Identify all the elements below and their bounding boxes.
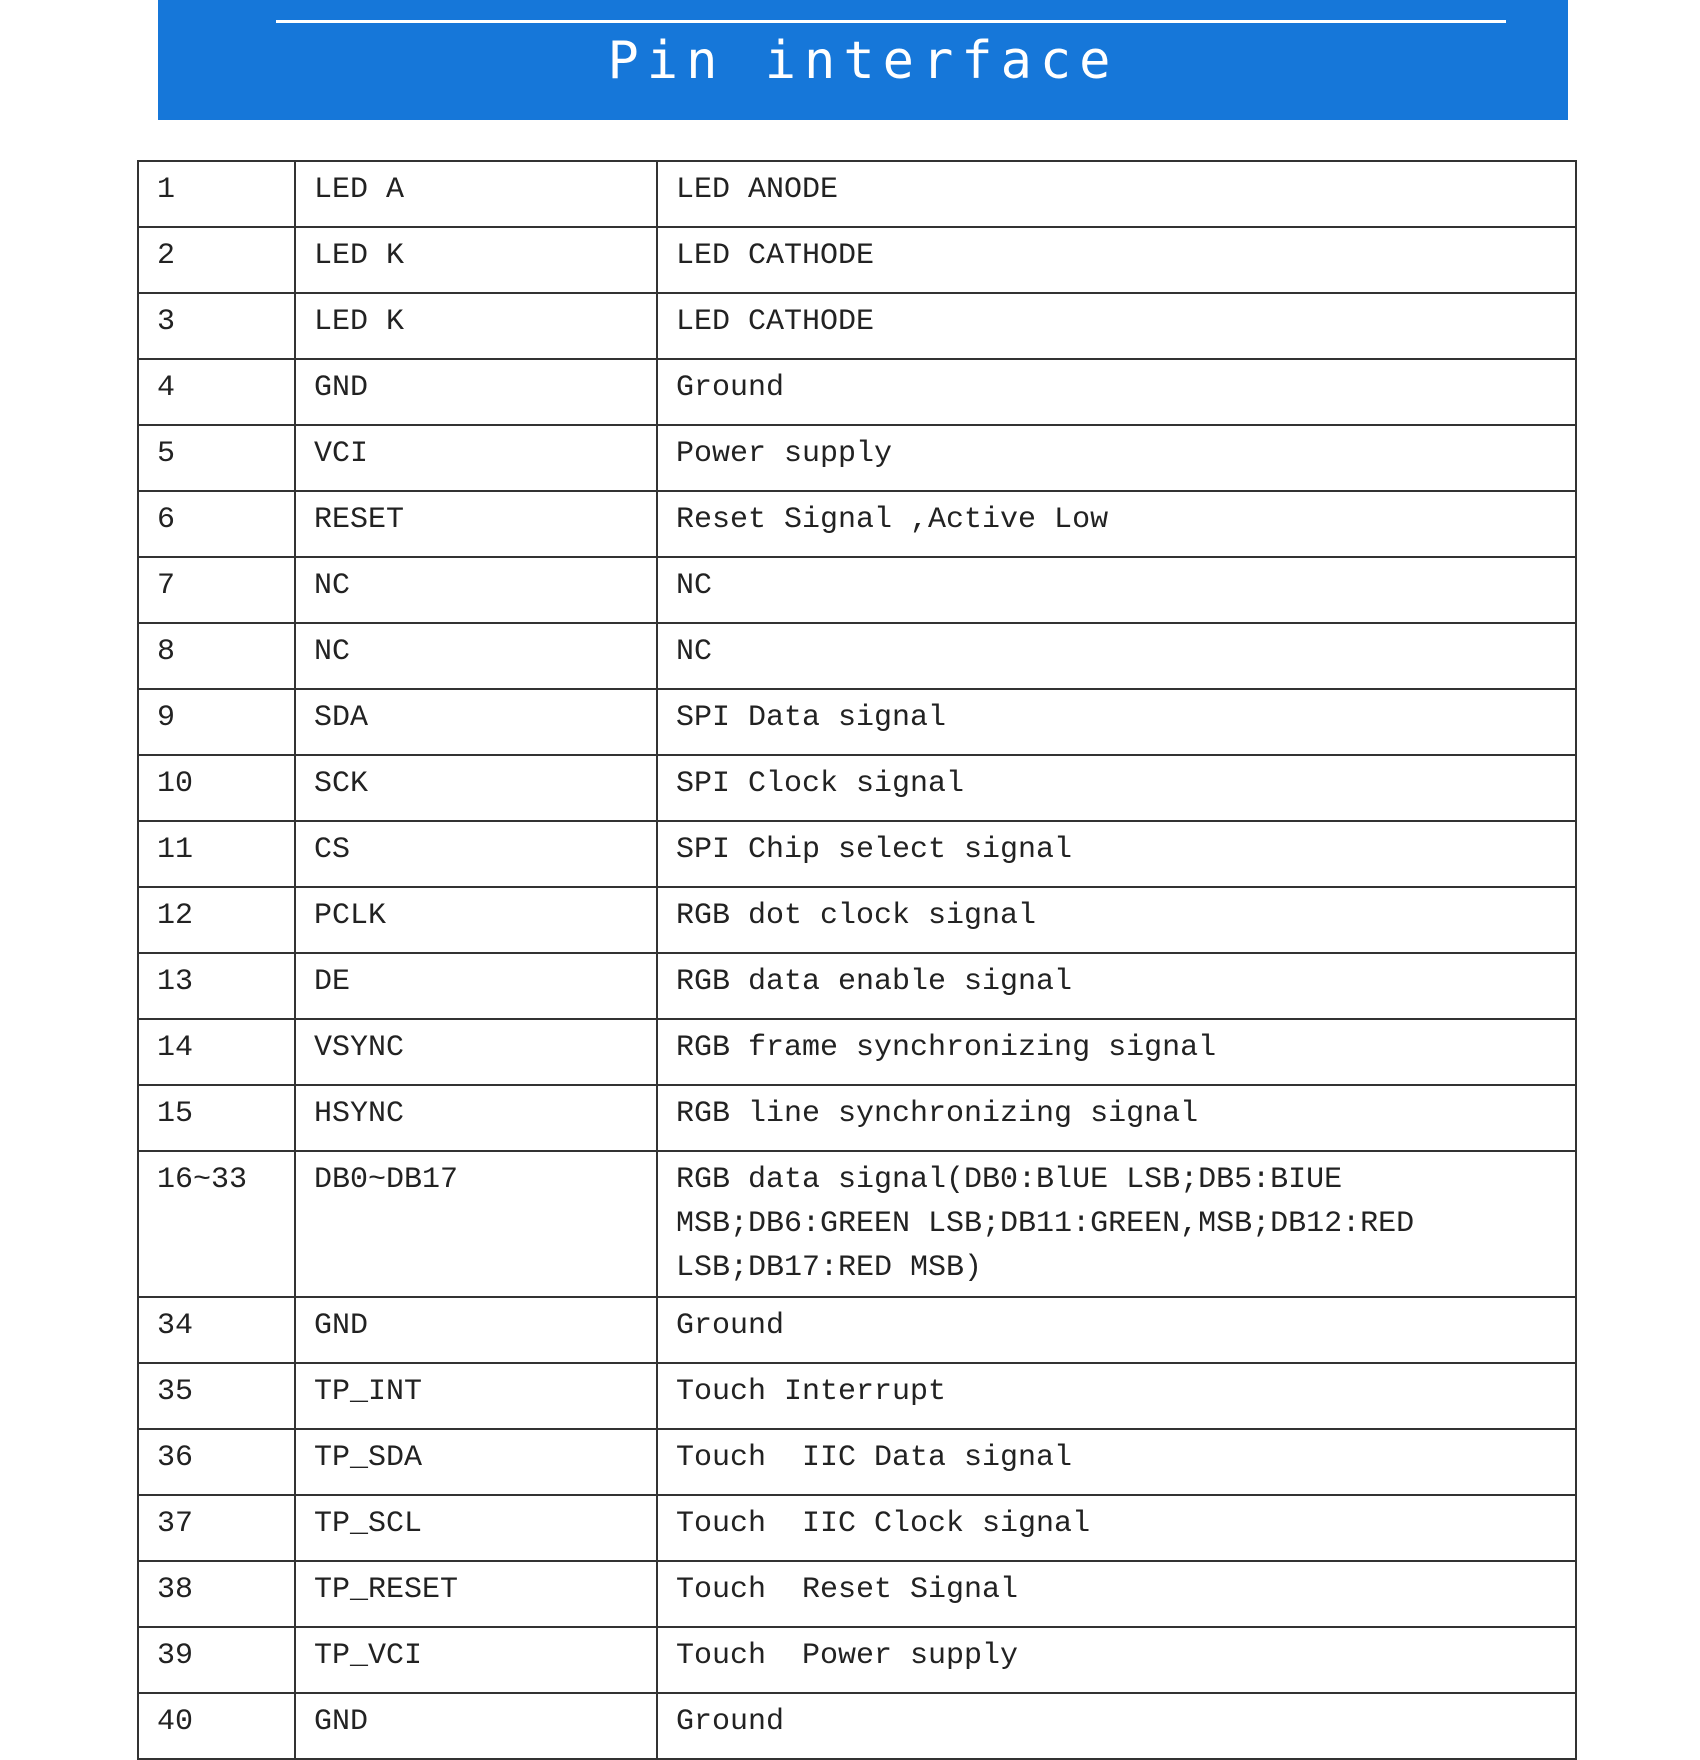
table-row: [138, 425, 1576, 491]
pin-number-cell: 6: [138, 491, 295, 557]
pin-description-cell: Touch IIC Clock signal: [657, 1495, 1576, 1561]
pin-number-cell: 39: [138, 1627, 295, 1693]
pin-number-cell: 36: [138, 1429, 295, 1495]
pin-number-cell: 16~33: [138, 1151, 295, 1297]
table-row: [138, 1429, 1576, 1495]
pin-description-cell: RGB frame synchronizing signal: [657, 1019, 1576, 1085]
table-row: [138, 1495, 1576, 1561]
table-row: [138, 821, 1576, 887]
table-row: [138, 161, 1576, 227]
table-row: [138, 1297, 1576, 1363]
pin-name-cell: NC: [295, 557, 657, 623]
pin-name-cell: DB0~DB17: [295, 1151, 657, 1297]
pin-number-cell: 35: [138, 1363, 295, 1429]
pin-number-cell: 5: [138, 425, 295, 491]
pin-number-cell: 4: [138, 359, 295, 425]
pin-description-cell: LED CATHODE: [657, 293, 1576, 359]
pin-number-cell: 15: [138, 1085, 295, 1151]
pin-number-cell: 40: [138, 1693, 295, 1759]
pin-name-cell: TP_SCL: [295, 1495, 657, 1561]
pin-name-cell: VCI: [295, 425, 657, 491]
pin-description-cell: NC: [657, 557, 1576, 623]
page-title: Pin interface: [607, 31, 1119, 91]
pin-number-cell: 9: [138, 689, 295, 755]
table-row: [138, 623, 1576, 689]
table-row: [138, 557, 1576, 623]
table-row: [138, 689, 1576, 755]
table-row: [138, 1627, 1576, 1693]
pin-name-cell: CS: [295, 821, 657, 887]
table-row: [138, 1019, 1576, 1085]
pin-description-cell: SPI Chip select signal: [657, 821, 1576, 887]
pin-name-cell: TP_VCI: [295, 1627, 657, 1693]
title-banner: [158, 0, 1568, 120]
pin-description-cell: SPI Clock signal: [657, 755, 1576, 821]
pin-name-cell: TP_SDA: [295, 1429, 657, 1495]
pin-name-cell: TP_RESET: [295, 1561, 657, 1627]
pin-number-cell: 34: [138, 1297, 295, 1363]
pin-description-cell: Power supply: [657, 425, 1576, 491]
pin-name-cell: HSYNC: [295, 1085, 657, 1151]
table-row: [138, 1693, 1576, 1759]
pin-name-cell: GND: [295, 359, 657, 425]
pin-description-cell: Touch Power supply: [657, 1627, 1576, 1693]
pin-number-cell: 38: [138, 1561, 295, 1627]
pin-number-cell: 7: [138, 557, 295, 623]
table-row: [138, 953, 1576, 1019]
table-row: [138, 1085, 1576, 1151]
table-row: [138, 227, 1576, 293]
table-row: [138, 887, 1576, 953]
pin-table-body: [138, 161, 1576, 1759]
pin-name-cell: TP_INT: [295, 1363, 657, 1429]
pin-name-cell: LED K: [295, 293, 657, 359]
pin-description-cell: Touch IIC Data signal: [657, 1429, 1576, 1495]
pin-description-cell: RGB data enable signal: [657, 953, 1576, 1019]
table-row: [138, 359, 1576, 425]
pin-description-cell: Touch Interrupt: [657, 1363, 1576, 1429]
table-row: [138, 755, 1576, 821]
pin-name-cell: SDA: [295, 689, 657, 755]
table-row: [138, 1151, 1576, 1297]
pin-number-cell: 10: [138, 755, 295, 821]
pin-description-cell: RGB data signal(DB0:BlUE LSB;DB5:BIUE MSB;DB6:GREEN LSB;DB11:GREEN,MSB;DB12:RED LSB;DB17:RED MSB): [657, 1151, 1576, 1297]
pin-description-cell: Ground: [657, 359, 1576, 425]
pin-number-cell: 12: [138, 887, 295, 953]
pin-number-cell: 1: [138, 161, 295, 227]
pin-name-cell: RESET: [295, 491, 657, 557]
pin-number-cell: 13: [138, 953, 295, 1019]
pin-description-cell: Reset Signal ,Active Low: [657, 491, 1576, 557]
table-row: [138, 293, 1576, 359]
pin-description-cell: Ground: [657, 1297, 1576, 1363]
pin-name-cell: GND: [295, 1297, 657, 1363]
pin-description-cell: RGB line synchronizing signal: [657, 1085, 1576, 1151]
pin-description-cell: LED CATHODE: [657, 227, 1576, 293]
pin-table: [137, 160, 1577, 1760]
pin-description-cell: NC: [657, 623, 1576, 689]
pin-name-cell: LED K: [295, 227, 657, 293]
pin-number-cell: 11: [138, 821, 295, 887]
pin-name-cell: SCK: [295, 755, 657, 821]
pin-description-cell: SPI Data signal: [657, 689, 1576, 755]
pin-name-cell: NC: [295, 623, 657, 689]
banner-divider-line: [276, 20, 1506, 23]
pin-name-cell: DE: [295, 953, 657, 1019]
pin-description-cell: RGB dot clock signal: [657, 887, 1576, 953]
pin-description-cell: LED ANODE: [657, 161, 1576, 227]
pin-number-cell: 8: [138, 623, 295, 689]
pin-number-cell: 14: [138, 1019, 295, 1085]
pin-description-cell: Ground: [657, 1693, 1576, 1759]
table-row: [138, 491, 1576, 557]
pin-number-cell: 37: [138, 1495, 295, 1561]
pin-name-cell: LED A: [295, 161, 657, 227]
pin-description-cell: Touch Reset Signal: [657, 1561, 1576, 1627]
pin-name-cell: GND: [295, 1693, 657, 1759]
table-row: [138, 1561, 1576, 1627]
pin-number-cell: 3: [138, 293, 295, 359]
table-row: [138, 1363, 1576, 1429]
pin-name-cell: VSYNC: [295, 1019, 657, 1085]
pin-name-cell: PCLK: [295, 887, 657, 953]
pin-number-cell: 2: [138, 227, 295, 293]
